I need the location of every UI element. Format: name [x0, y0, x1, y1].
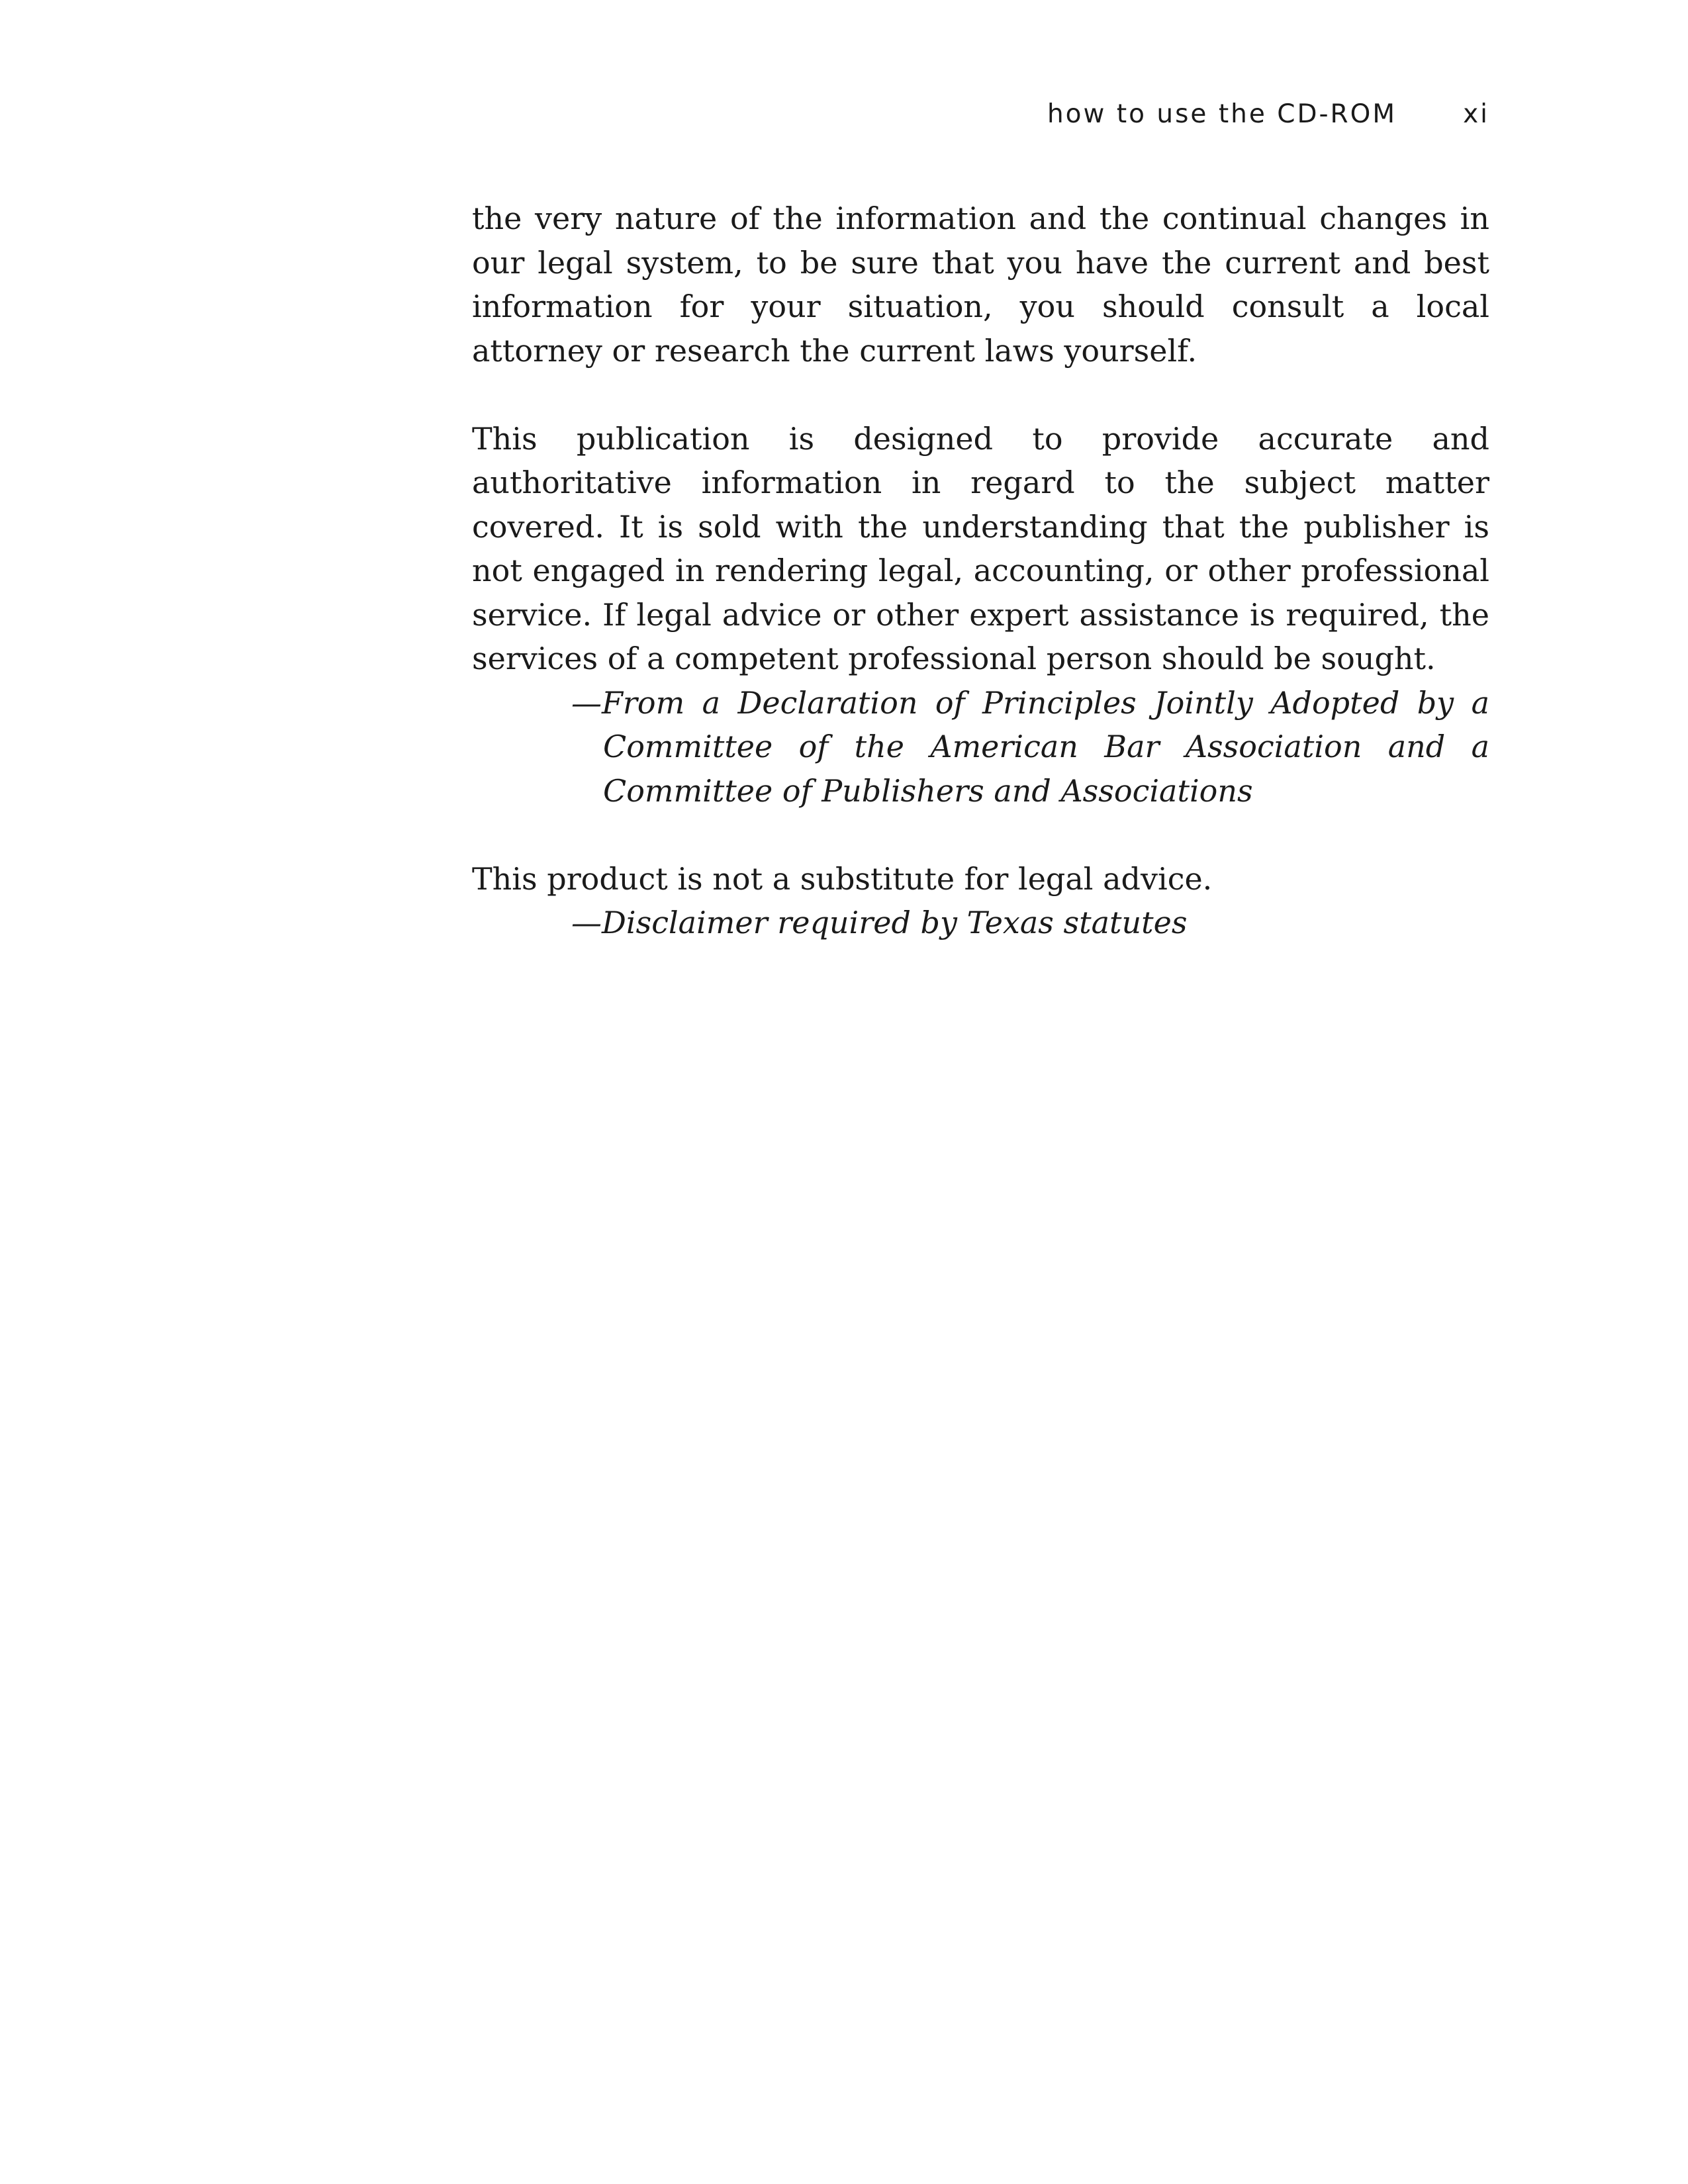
running-header [1033, 99, 1489, 146]
attribution-texas-statutes: —Disclaimer required by Texas statutes [571, 905, 1188, 940]
paragraph-gap [472, 813, 1489, 857]
attribution-aba-declaration: —From a Declaration of Principles Jointly Adopted by a Committee of the American Bar Association and a Committee of Publishers and Associations [571, 684, 1489, 809]
running-header-title: how to use the CD-ROM [1047, 99, 1397, 129]
paragraph-gap [472, 373, 1489, 417]
page-number: xi [1463, 99, 1489, 129]
paragraph-legal-advice-notice: This product is not a substitute for legal advice. [472, 860, 1213, 897]
paragraph-continuation: the very nature of the information and the continual changes in our legal system, to be sure that you have the current and best information for your situation, you should consult a local attorney or research the current laws yourself. [472, 201, 1489, 369]
paragraph-publication-disclaimer: This publication is designed to provide accurate and authoritative information in regard to the subject matter covered. It is sold with the understanding that the publisher is not engaged in rendering legal, accounting, or other professional service. If legal advice or other expert assistance is required, the services of a competent professional person should be sought. [472, 420, 1489, 676]
body-text [472, 197, 1489, 945]
